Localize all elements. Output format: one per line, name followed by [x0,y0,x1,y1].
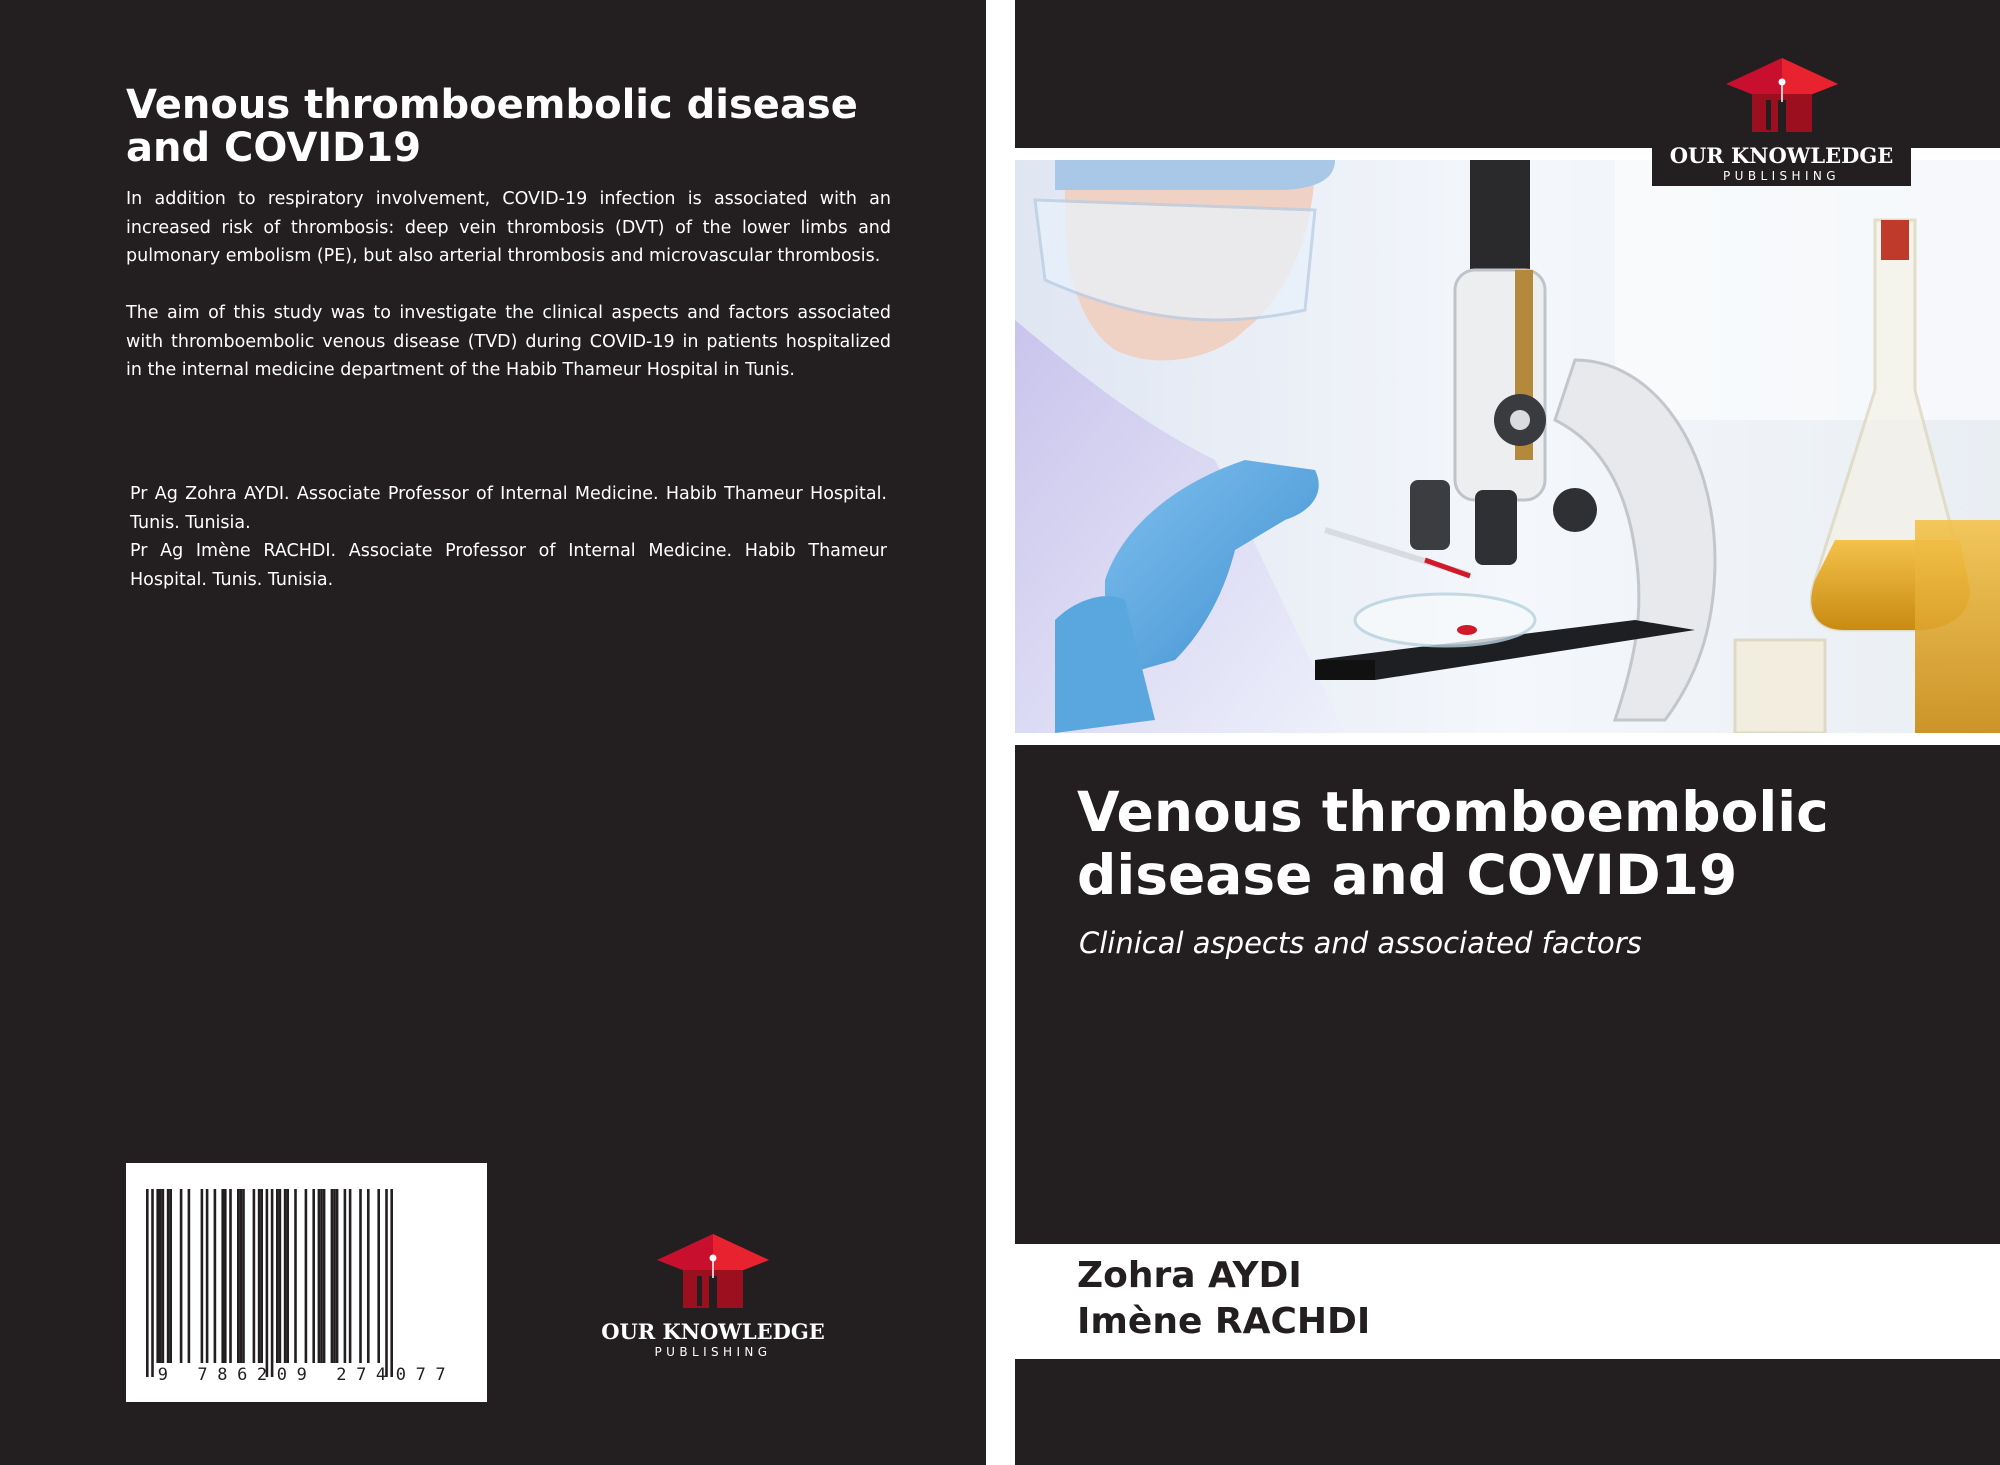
barcode-bar [276,1189,279,1363]
author-bio: Pr Ag Zohra AYDI. Associate Professor of Internal Medicine. Habib Thameur Hospital. Tunis. Tunisia. [130,484,887,533]
author-name: Imène RACHDI [1077,1301,1371,1342]
barcode-bar [266,1189,269,1377]
barcode-bar [279,1189,282,1363]
graduation-cap-icon [1722,56,1842,138]
barcode-bar [167,1189,170,1363]
cover-photo [1015,160,2000,733]
barcode-bar [294,1189,297,1363]
barcode-bar [180,1189,183,1363]
publisher-name: OUR KNOWLEDGE [1669,143,1894,168]
scientist-with-microscope-photo [1015,160,2000,733]
barcode-bar [286,1189,289,1363]
barcode-bar [214,1189,217,1363]
barcode-bar [224,1189,227,1363]
publisher-subtitle: PUBLISHING [1723,169,1840,183]
barcode-bar [159,1189,162,1363]
barcode-bar [151,1189,154,1377]
isbn-barcode [126,1163,487,1402]
barcode-bar [221,1189,224,1363]
back-cover-title: Venous thromboembolic disease and COVID19 [126,82,858,171]
barcode-bar [349,1189,352,1363]
barcode-bar [377,1189,380,1363]
barcode-bar [260,1189,263,1363]
barcode-bar [305,1189,308,1363]
barcode-bar [146,1189,149,1377]
authors-band [1015,1244,2000,1359]
barcode-bar [201,1189,204,1363]
publisher-logo [1652,56,1911,184]
front-logo-box [1652,52,1911,186]
front-cover-subtitle: Clinical aspects and associated factors [1079,926,1642,960]
barcode-bar [169,1189,172,1363]
barcode-bar [240,1189,243,1363]
barcode-bar [333,1189,336,1363]
barcode-bar [237,1189,240,1363]
front-cover-bottom-band [1015,1359,2000,1465]
publisher-name: OUR KNOWLEDGE [601,1319,825,1344]
barcode-bar [331,1189,334,1363]
back-cover [0,0,986,1465]
barcode-bar [336,1189,339,1363]
barcode-bar [390,1189,393,1377]
publisher-subtitle: PUBLISHING [654,1345,772,1359]
author-bio: Pr Ag Imène RACHDI. Associate Professor of Internal Medicine. Habib Thameur Hospital. Tunis. Tunisia. [130,541,887,590]
barcode-bar [188,1189,191,1363]
barcode-bar [344,1189,347,1363]
barcode-bar [318,1189,321,1363]
barcode-bar [385,1189,388,1377]
barcode-bar [271,1189,274,1377]
barcode-bar [312,1189,315,1363]
barcode-bar [253,1189,256,1363]
blurb-paragraph: The aim of this study was to investigate the clinical aspects and factors associated with thromboembolic venous disease (TVD) during COVID-19 in patients hospitalized in the internal medicine department of the Habib Thameur Hospital in Tunis. [126,303,891,381]
barcode-bar [258,1189,261,1363]
barcode-bar [229,1189,232,1363]
barcode-bar [156,1189,159,1363]
spine [986,0,1015,1465]
barcode-bar [320,1189,323,1363]
barcode-bar [162,1189,165,1363]
barcode-bar [242,1189,245,1363]
barcode-bar [359,1189,362,1363]
barcode-bar [206,1189,209,1363]
barcode-bar [323,1189,326,1363]
author-name: Zohra AYDI [1077,1255,1302,1296]
front-cover-title: Venous thromboembolic disease and COVID19 [1077,780,1829,907]
barcode-bar [284,1189,287,1363]
blurb-paragraph: In addition to respiratory involvement, COVID-19 infection is associated with an increased risk of thrombosis: deep vein thrombosis (DVT) of the lower limbs and pulmonary embolism (PE), but also arterial thrombosis and microvascular thrombosis. [126,189,891,267]
publisher-logo [590,1232,836,1360]
barcode-bar [367,1189,370,1363]
front-title-panel [1015,745,2000,1244]
isbn-digits: 9 786209 274077 [157,1365,456,1385]
graduation-cap-icon [653,1232,773,1314]
